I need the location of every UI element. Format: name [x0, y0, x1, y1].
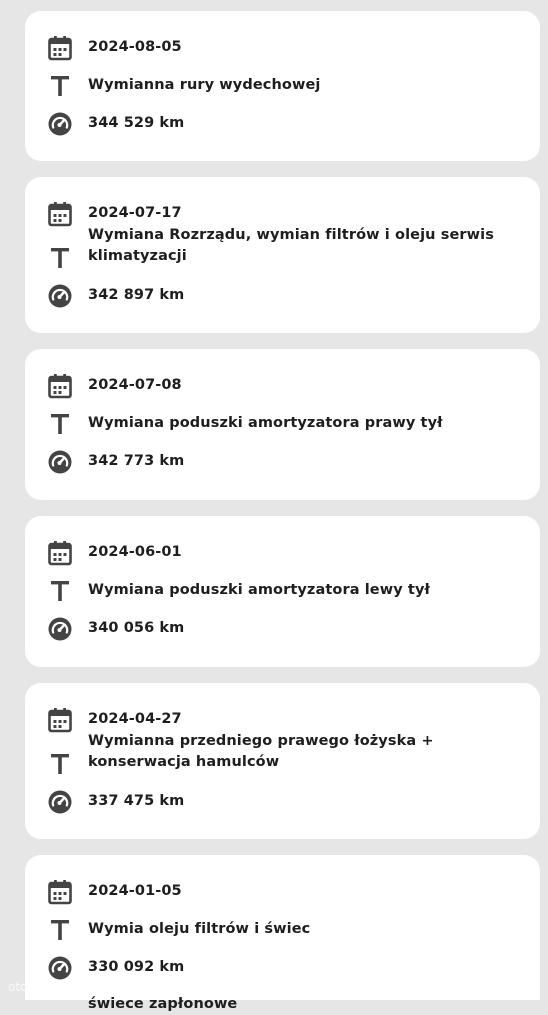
entry-title: Wymianna rury wydechowej	[88, 77, 321, 93]
entry-title-row	[47, 411, 522, 437]
entry-mileage-row	[47, 955, 522, 981]
text-t-icon	[47, 245, 73, 271]
calendar-icon	[47, 373, 73, 399]
service-entry-card[interactable]	[25, 349, 540, 500]
text-t-icon	[47, 917, 73, 943]
entry-mileage-row	[47, 449, 522, 475]
entry-date: 2024-07-17	[88, 205, 182, 221]
entry-date: 2024-07-08	[88, 377, 182, 393]
entry-mileage-row	[47, 616, 522, 642]
entry-title: Wymiana poduszki amortyzatora prawy tył	[88, 415, 443, 431]
speedometer-icon	[47, 955, 73, 981]
entry-date: 2024-08-05	[88, 39, 182, 55]
calendar-icon	[47, 201, 73, 227]
watermark-text: otomoto	[8, 980, 59, 994]
speedometer-icon	[47, 283, 73, 309]
entry-date-row	[47, 373, 522, 399]
entry-date: 2024-04-27	[88, 711, 182, 727]
calendar-icon	[47, 540, 73, 566]
entry-title-row	[47, 578, 522, 604]
service-entry-card[interactable]	[25, 11, 540, 161]
entry-extra-row	[88, 989, 522, 1012]
entry-date: 2024-01-05	[88, 883, 182, 899]
text-t-icon	[47, 578, 73, 604]
entry-mileage-row	[47, 789, 522, 815]
calendar-icon	[47, 879, 73, 905]
speedometer-icon	[47, 789, 73, 815]
entry-date-row	[47, 35, 522, 61]
text-t-icon	[47, 751, 73, 777]
entry-title: Wymiana Rozrządu, wymian filtrów i oleju serwis klimatyzacji	[88, 227, 494, 264]
entry-title: Wymianna przedniego prawego łożyska + konserwacja hamulców	[88, 733, 434, 770]
entry-date-row	[47, 540, 522, 566]
entry-title: Wymiana poduszki amortyzatora lewy tył	[88, 582, 430, 598]
text-t-icon	[47, 411, 73, 437]
entry-mileage: 344 529 km	[88, 115, 185, 131]
service-entry-card[interactable]	[25, 683, 540, 839]
speedometer-icon	[47, 111, 73, 137]
speedometer-icon	[47, 616, 73, 642]
speedometer-icon	[47, 449, 73, 475]
entry-title-row	[47, 227, 522, 271]
text-t-icon	[47, 73, 73, 99]
entry-date-row	[47, 879, 522, 905]
calendar-icon	[47, 35, 73, 61]
service-entry-card[interactable]	[25, 855, 540, 1012]
entry-mileage-row	[47, 283, 522, 309]
entry-extra-text: świece zapłonowe	[88, 996, 238, 1012]
calendar-icon	[47, 707, 73, 733]
entry-mileage: 337 475 km	[88, 793, 185, 809]
entry-title: Wymia oleju filtrów i świec	[88, 921, 311, 937]
entry-title-row	[47, 917, 522, 943]
entry-mileage: 330 092 km	[88, 959, 185, 975]
entry-mileage: 342 773 km	[88, 453, 185, 469]
entry-mileage: 342 897 km	[88, 287, 185, 303]
service-entry-card[interactable]	[25, 177, 540, 333]
service-entry-card[interactable]	[25, 516, 540, 667]
entry-title-row	[47, 733, 522, 777]
entry-mileage-row	[47, 111, 522, 137]
entry-mileage: 340 056 km	[88, 620, 185, 636]
entry-date: 2024-06-01	[88, 544, 182, 560]
entry-title-row	[47, 73, 522, 99]
